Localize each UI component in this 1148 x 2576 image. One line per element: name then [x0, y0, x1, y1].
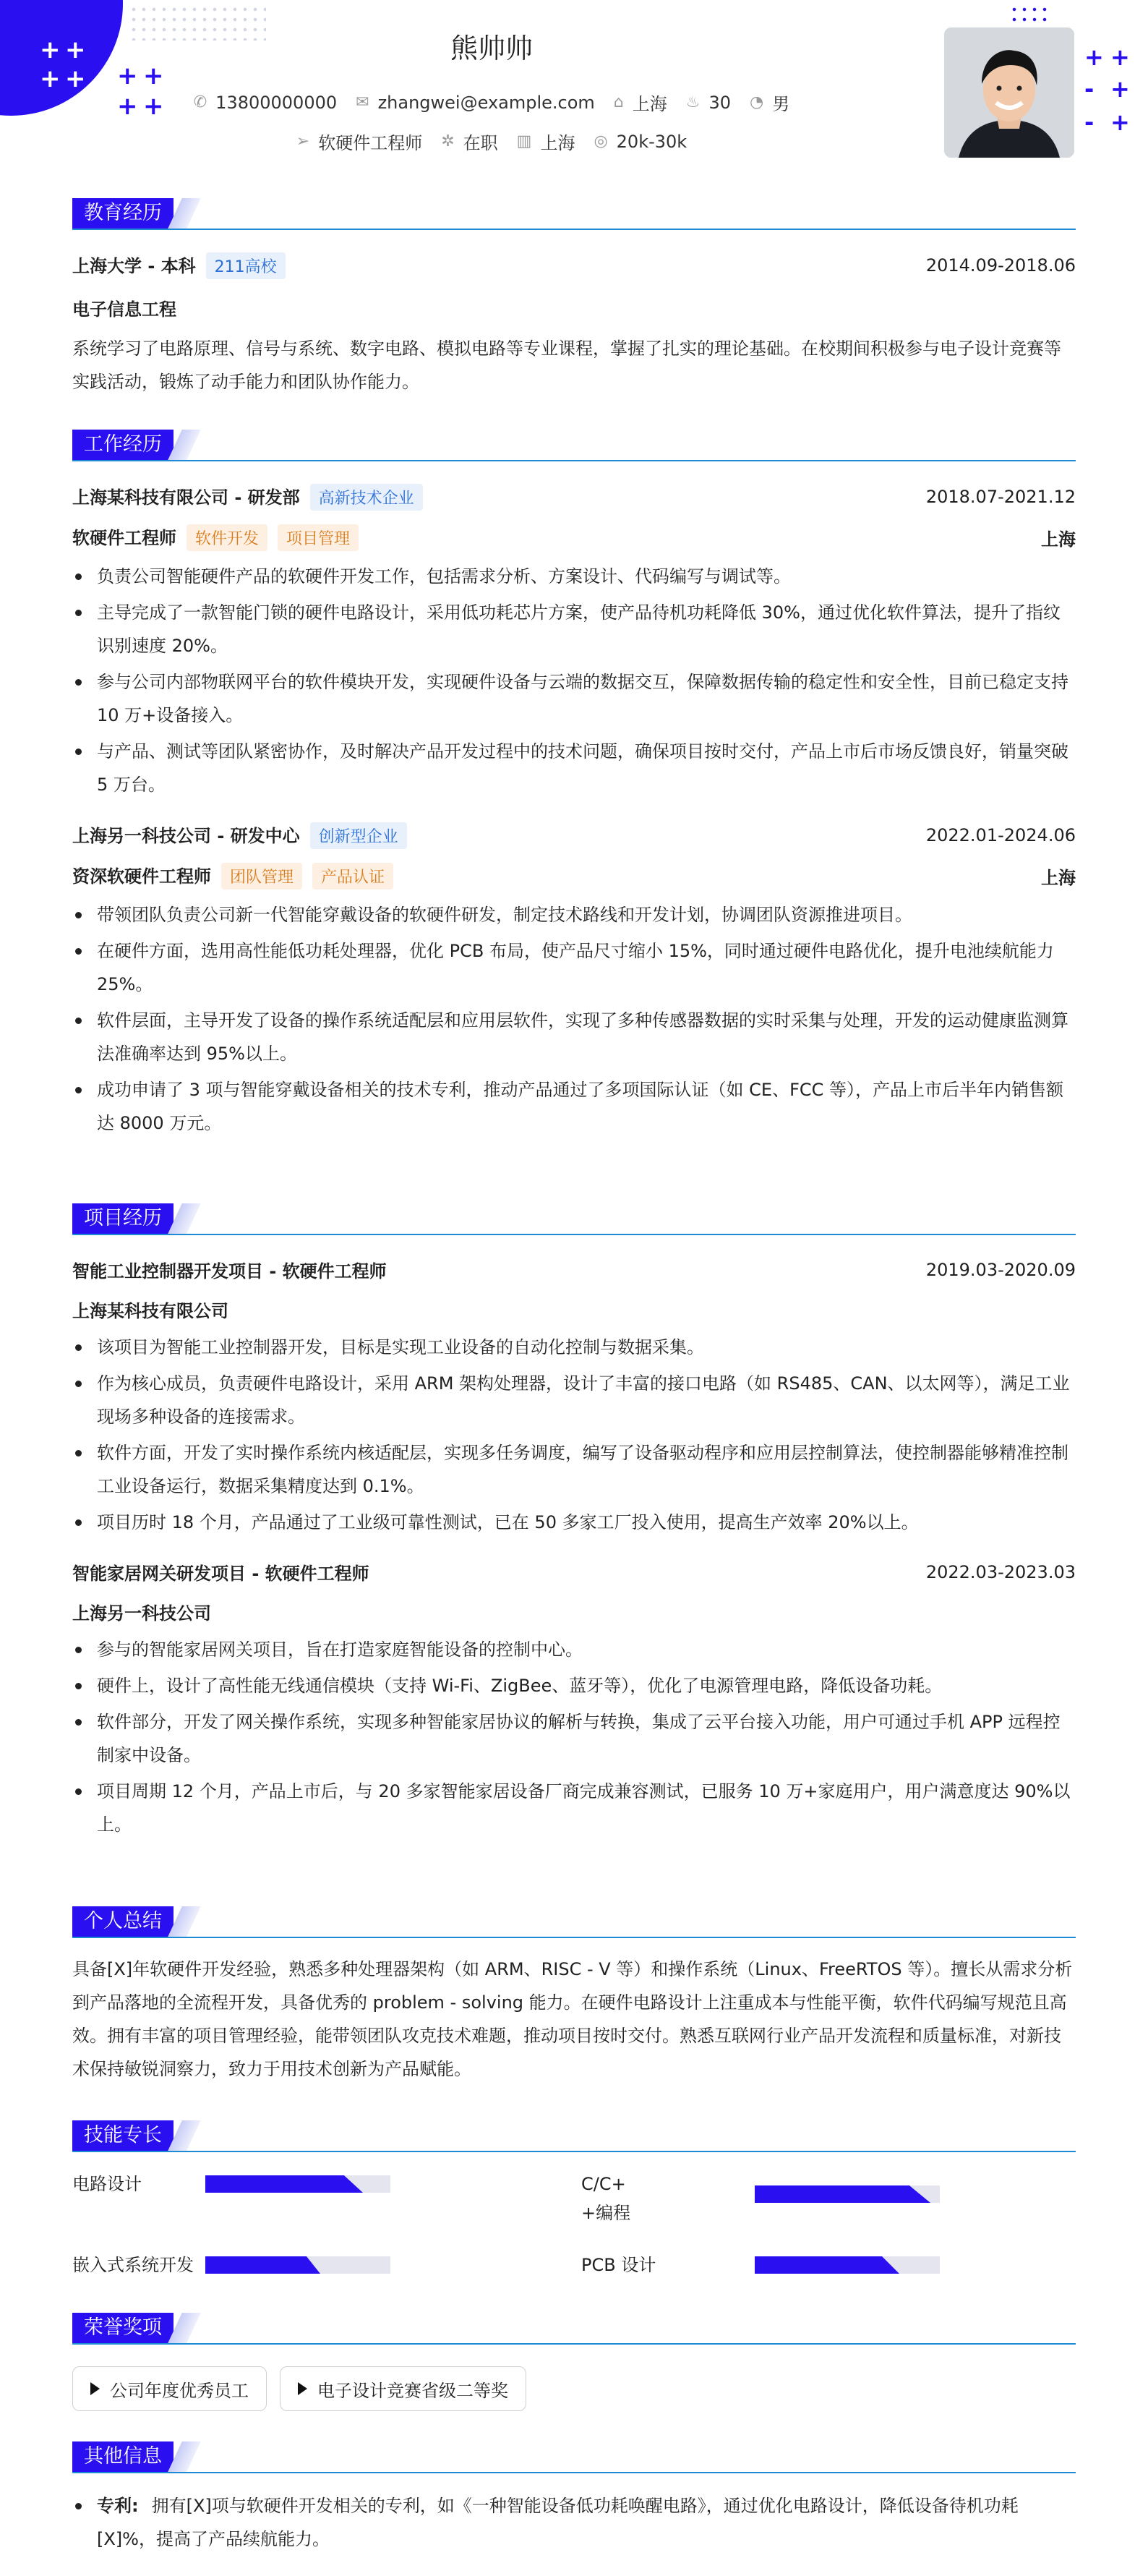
job-role-row	[72, 524, 1076, 551]
company-tag: 高新技术企业	[310, 484, 423, 511]
bullet-item: 参与的智能家居网关项目，旨在打造家庭智能设备的控制中心。	[72, 1633, 1076, 1666]
job-role-row	[72, 862, 1076, 890]
section-header	[72, 1203, 1076, 1235]
other-item	[72, 2489, 1076, 2556]
company-block	[72, 822, 407, 849]
bullet-item: 该项目为智能工业控制器开发，目标是实现工业设备的自动化控制与数据采集。	[72, 1331, 1076, 1364]
work-section	[72, 430, 1076, 1143]
education-period: 2014.09-2018.06	[925, 255, 1076, 276]
job-entry	[72, 822, 1076, 1140]
other-label: 专利:	[97, 2496, 139, 2516]
section-title: 项目经历	[72, 1203, 174, 1234]
plus-icon: +	[117, 92, 138, 121]
honor-label: 电子设计竞赛省级二等奖	[317, 2380, 508, 2401]
project-name: 智能工业控制器开发项目 - 软硬件工程师	[72, 1261, 387, 1281]
plus-icon: +	[1110, 75, 1130, 103]
cake-icon: ♨	[685, 93, 701, 111]
skills-section	[72, 2120, 1076, 2152]
gender-icon: ◔	[750, 93, 764, 111]
company-tag: 创新型企业	[310, 822, 407, 849]
salary-value: 20k-30k	[616, 131, 687, 152]
bullet-item: 主导完成了一款智能门锁的硬件电路设计，采用低功耗芯片方案，使产品待机功耗降低 30%，通过优化软件算法，提升了指纹识别速度 20%。	[72, 596, 1076, 662]
job-company-row	[72, 822, 1076, 849]
skill-bar	[755, 2185, 940, 2203]
age-value: 30	[708, 92, 732, 113]
plus-icon: +	[40, 35, 61, 64]
education-section	[72, 198, 1076, 398]
plus-icon: +	[117, 61, 138, 90]
plus-icon: +	[40, 64, 61, 93]
section-title: 个人总结	[72, 1906, 174, 1937]
role-tag: 产品认证	[312, 863, 393, 890]
phone-icon: ✆	[193, 93, 207, 111]
resume-header	[0, 0, 1148, 188]
building-icon: ▥	[516, 132, 532, 150]
salary-icon: ◎	[594, 132, 608, 150]
project-bullets	[72, 1331, 1076, 1539]
job-role: 软硬件工程师	[72, 528, 176, 548]
job-period: 2022.01-2024.06	[925, 825, 1076, 845]
project-bullets	[72, 1633, 1076, 1841]
skill-bar	[205, 2256, 390, 2274]
plus-icon: -	[1084, 75, 1095, 103]
education-row	[72, 252, 1076, 279]
section-header	[72, 198, 1076, 230]
job-bullets	[72, 898, 1076, 1140]
summary-text: 具备[X]年软硬件开发经验，熟悉多种处理器架构（如 ARM、RISC - V 等）和操作系统（Linux、FreeRTOS 等）。擅长从需求分析到产品落地的全流程开发，具备优秀的 problem - solving 能力。在硬件电路设计上注重成本与性能平衡，软件代码编写规范且高效。拥有丰富的项目管理经验，能带领团队攻克技术难题，推动项目按时交付。熟悉互联网行业产品开发流程和质量标准，对新技术保持敏锐洞察力，致力于用技术创新为产品赋能。	[72, 1959, 1073, 2079]
play-icon	[298, 2382, 307, 2395]
bullet-item: 成功申请了 3 项与智能穿戴设备相关的技术专利，推动产品通过了多项国际认证（如 CE、FCC 等），产品上市后半年内销售额达 8000 万元。	[72, 1073, 1076, 1140]
project-title-row	[72, 1559, 1076, 1585]
projects-section	[72, 1203, 1076, 1844]
plus-icon: +	[1084, 43, 1104, 71]
job-bullets	[72, 560, 1076, 801]
project-period: 2019.03-2020.09	[925, 1259, 1076, 1280]
bullet-item: 与产品、测试等团队紧密协作，及时解决产品开发过程中的技术问题，确保项目按时交付，产品上市后市场反馈良好，销量突破 5 万台。	[72, 735, 1076, 801]
skill-bar-fill	[205, 2175, 363, 2193]
skill-bar-fill	[205, 2256, 320, 2274]
portrait-icon	[944, 27, 1074, 158]
email-value[interactable]: zhangwei@example.com	[377, 92, 595, 113]
company-name: 上海某科技有限公司 - 研发部	[72, 487, 300, 508]
role-tag: 项目管理	[278, 524, 359, 551]
section-header	[72, 430, 1076, 461]
plus-icon: +	[1110, 43, 1130, 71]
role-block	[72, 862, 393, 890]
honor-item	[72, 2366, 267, 2411]
project-period: 2022.03-2023.03	[925, 1561, 1076, 1582]
skill-bar-fill	[755, 2256, 899, 2274]
company-name: 上海另一科技公司 - 研发中心	[72, 826, 300, 846]
plus-icon: -	[1084, 108, 1095, 136]
city-value: 上海	[632, 94, 667, 114]
target-city-value: 上海	[540, 133, 575, 153]
section-header	[72, 2120, 1076, 2152]
project-company: 上海某科技有限公司	[72, 1301, 228, 1321]
phone-value: 13800000000	[215, 92, 338, 113]
plus-icon: +	[65, 64, 86, 93]
plus-icon: +	[143, 92, 164, 121]
role-block	[72, 524, 359, 551]
skill-bar	[755, 2256, 940, 2274]
job-location: 上海	[1041, 529, 1076, 550]
email-icon: ✉	[356, 93, 369, 111]
company-block	[72, 483, 423, 511]
play-icon	[90, 2382, 100, 2395]
other-text: 拥有[X]项与软硬件开发相关的专利，如《一种智能设备低功耗唤醒电路》，通过优化电路设计，降低设备待机功耗[X]%，提高了产品续航能力。	[97, 2496, 1019, 2549]
section-title: 工作经历	[72, 430, 174, 460]
bullet-item: 硬件上，设计了高性能无线通信模块（支持 Wi-Fi、ZigBee、蓝牙等），优化了电源管理电路，降低设备功耗。	[72, 1669, 1076, 1702]
project-name: 智能家居网关研发项目 - 软硬件工程师	[72, 1564, 369, 1584]
skill-bar	[205, 2175, 390, 2193]
bullet-item: 项目历时 18 个月，产品通过了工业级可靠性测试，已在 50 多家工厂投入使用，提高生产效率 20%以上。	[72, 1506, 1076, 1539]
plus-icon: +	[143, 61, 164, 90]
skill-name: 嵌入式系统开发	[72, 2255, 194, 2275]
status-icon: ✲	[441, 132, 455, 150]
bullet-item: 参与公司内部物联网平台的软件模块开发，实现硬件设备与云端的数据交互，保障数据传输的稳定性和安全性，目前已稳定支持 10 万+设备接入。	[72, 665, 1076, 732]
education-desc: 系统学习了电路原理、信号与系统、数字电路、模拟电路等专业课程，掌握了扎实的理论基础。在校期间积极参与电子设计竞赛等实践活动，锻炼了动手能力和团队协作能力。	[72, 338, 1061, 392]
contact-row	[174, 90, 810, 115]
bullet-item: 带领团队负责公司新一代智能穿戴设备的软硬件研发，制定技术路线和开发计划，协调团队资源推进项目。	[72, 898, 1076, 931]
job-title-value: 软硬件工程师	[318, 133, 423, 153]
bullet-item: 软件方面，开发了实时操作系统内核适配层，实现多任务调度，编写了设备驱动程序和应用层控制算法，使控制器能够精准控制工业设备运行，数据采集精度达到 0.1%。	[72, 1436, 1076, 1503]
gender-value: 男	[772, 94, 790, 114]
school-name: 上海大学 - 本科	[72, 256, 196, 276]
section-header	[72, 2441, 1076, 2473]
honor-item	[280, 2366, 526, 2411]
bullet-item: 软件部分，开发了网关操作系统，实现多种智能家居协议的解析与转换，集成了云平台接入功能，用户可通过手机 APP 远程控制家中设备。	[72, 1705, 1076, 1772]
honors-section	[72, 2313, 1076, 2411]
plus-icon: +	[1110, 108, 1130, 136]
section-title: 其他信息	[72, 2441, 174, 2472]
section-title: 荣誉奖项	[72, 2313, 174, 2343]
job-period: 2018.07-2021.12	[925, 487, 1076, 507]
job-entry	[72, 483, 1076, 801]
send-icon: ➢	[296, 132, 310, 150]
skill-name: C/C++编程	[581, 2174, 631, 2223]
role-tag: 团队管理	[221, 863, 302, 890]
status-value: 在职	[463, 133, 498, 153]
bullet-item: 软件层面，主导开发了设备的操作系统适配层和应用层软件，实现了多种传感器数据的实时采集与处理，开发的运动健康监测算法准确率达到 95%以上。	[72, 1004, 1076, 1070]
section-header	[72, 2313, 1076, 2345]
role-tag: 软件开发	[187, 524, 267, 551]
project-entry	[72, 1559, 1076, 1841]
project-company: 上海另一科技公司	[72, 1603, 211, 1624]
profile-photo	[944, 27, 1074, 158]
project-title-row	[72, 1257, 1076, 1282]
skill-name: 电路设计	[72, 2174, 142, 2194]
skill-bar-fill	[755, 2185, 930, 2203]
job-role: 资深软硬件工程师	[72, 866, 211, 887]
skill-name: PCB 设计	[581, 2255, 656, 2275]
school-tag: 211高校	[206, 252, 286, 279]
project-entry	[72, 1257, 1076, 1539]
major: 电子信息工程	[72, 299, 176, 320]
summary-section	[72, 1906, 1076, 2086]
candidate-name: 熊帅帅	[450, 33, 533, 64]
section-header	[72, 1906, 1076, 1938]
bullet-item: 负责公司智能硬件产品的软硬件开发工作，包括需求分析、方案设计、代码编写与调试等。	[72, 560, 1076, 593]
job-intent-row	[174, 129, 810, 154]
bullet-item: 在硬件方面，选用高性能低功耗处理器，优化 PCB 布局，使产品尺寸缩小 15%，同时通过硬件电路优化，提升电池续航能力 25%。	[72, 934, 1076, 1001]
section-title: 教育经历	[72, 198, 174, 229]
plus-icon: +	[65, 35, 86, 64]
bullet-item: 作为核心成员，负责硬件电路设计，采用 ARM 架构处理器，设计了丰富的接口电路（如 RS485、CAN、以太网等），满足工业现场多种设备的连接需求。	[72, 1367, 1076, 1433]
home-icon: ⌂	[613, 93, 624, 111]
job-location: 上海	[1041, 867, 1076, 888]
bullet-item: 项目周期 12 个月，产品上市后，与 20 多家智能家居设备厂商完成兼容测试，已服务 10 万+家庭用户，用户满意度达 90%以上。	[72, 1775, 1076, 1841]
section-title: 技能专长	[72, 2120, 174, 2151]
other-section	[72, 2441, 1076, 2559]
job-company-row	[72, 483, 1076, 511]
honor-label: 公司年度优秀员工	[110, 2380, 249, 2401]
